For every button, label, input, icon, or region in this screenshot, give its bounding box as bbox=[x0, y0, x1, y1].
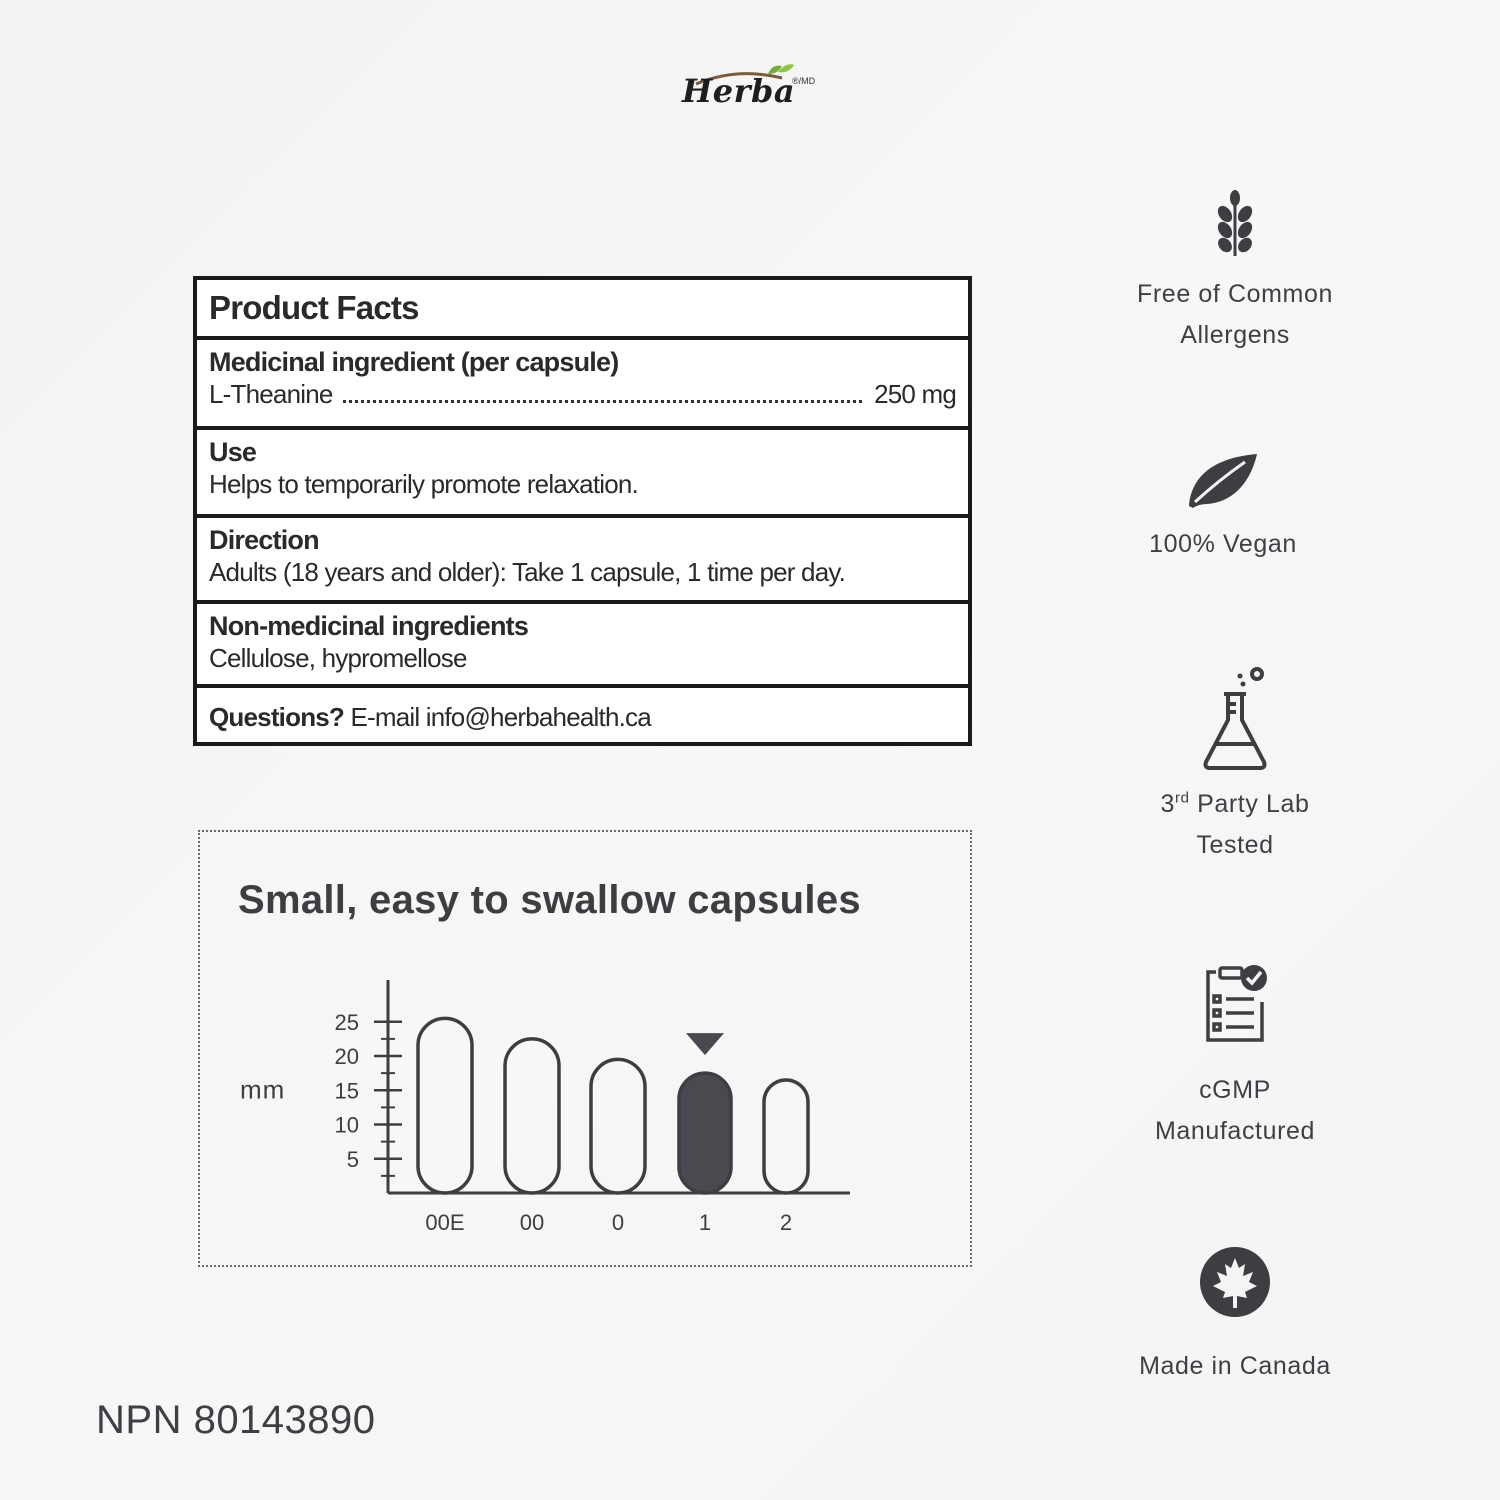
ordinal-number: 3 bbox=[1160, 790, 1175, 818]
label-text: Party Lab bbox=[1189, 790, 1310, 818]
feature-label-line bbox=[1085, 784, 1385, 825]
questions-label: Questions? bbox=[209, 702, 345, 732]
medicinal-ingredient-section bbox=[197, 340, 968, 430]
feature-label-line: Manufactured bbox=[1154, 1117, 1316, 1145]
feature-label-line: Tested bbox=[1196, 831, 1274, 859]
medicinal-heading: Medicinal ingredient (per capsule) bbox=[209, 347, 619, 377]
brand-name: Herba bbox=[682, 72, 796, 110]
non-medicinal-section bbox=[197, 604, 968, 688]
capsule-chart-title: Small, easy to swallow capsules bbox=[238, 878, 861, 922]
feature-label bbox=[1085, 1070, 1385, 1152]
capsule-bar bbox=[764, 1080, 808, 1193]
feature-made-in-canada bbox=[1085, 1246, 1385, 1387]
ingredient-name: L-Theanine bbox=[209, 379, 333, 409]
feature-cgmp bbox=[1085, 962, 1385, 1152]
feature-lab-tested bbox=[1085, 664, 1385, 866]
ordinal-suffix: rd bbox=[1175, 789, 1190, 807]
questions-line bbox=[209, 702, 956, 733]
y-axis-unit-label: mm bbox=[240, 1074, 286, 1105]
ingredient-line bbox=[209, 378, 956, 410]
feature-vegan bbox=[1073, 450, 1373, 565]
ingredient-amount: 250 mg bbox=[874, 379, 956, 409]
capsule-bar bbox=[679, 1073, 731, 1193]
feature-label-line: cGMP bbox=[1199, 1076, 1271, 1104]
capsule-size-panel bbox=[198, 830, 972, 1267]
direction-section bbox=[197, 518, 968, 604]
x-category-label: 00E bbox=[425, 1210, 465, 1235]
npn-number: NPN 80143890 bbox=[96, 1398, 376, 1442]
flask-icon bbox=[1200, 664, 1270, 774]
x-category-label: 2 bbox=[779, 1210, 793, 1235]
feature-label bbox=[1085, 1346, 1385, 1387]
questions-email: E-mail info@herbahealth.ca bbox=[350, 702, 651, 732]
highlight-arrow-icon bbox=[686, 1033, 724, 1055]
non-medicinal-text: Cellulose, hypromellose bbox=[209, 643, 467, 673]
leader-dots bbox=[343, 400, 863, 403]
x-category-label: 00 bbox=[519, 1210, 545, 1235]
non-medicinal-heading: Non-medicinal ingredients bbox=[209, 611, 529, 641]
y-tick-label: 20 bbox=[334, 1044, 359, 1069]
y-tick-label: 5 bbox=[346, 1146, 359, 1172]
use-heading: Use bbox=[209, 437, 257, 467]
checklist-icon bbox=[1200, 962, 1270, 1046]
feature-label-line: Made in Canada bbox=[1139, 1352, 1331, 1380]
direction-heading: Direction bbox=[209, 525, 319, 555]
y-tick-label: 25 bbox=[334, 1009, 359, 1035]
trademark-mark: ®/MD bbox=[792, 76, 816, 86]
y-tick-label: 10 bbox=[334, 1112, 359, 1138]
wheat-icon bbox=[1205, 190, 1265, 260]
feature-label bbox=[1085, 784, 1385, 866]
leaf-icon bbox=[1185, 450, 1261, 510]
x-category-label: 0 bbox=[611, 1210, 625, 1235]
feature-label-line: Free of Common bbox=[1137, 280, 1333, 308]
questions-section bbox=[197, 688, 968, 742]
capsule-bar bbox=[418, 1018, 472, 1193]
use-section bbox=[197, 430, 968, 518]
feature-label bbox=[1073, 524, 1373, 565]
y-tick-label: 15 bbox=[334, 1078, 359, 1104]
feature-label-line: 100% Vegan bbox=[1149, 530, 1297, 558]
facts-title: Product Facts bbox=[197, 280, 968, 340]
x-category-label: 1 bbox=[698, 1210, 712, 1235]
maple-leaf-icon bbox=[1199, 1246, 1271, 1318]
feature-label bbox=[1085, 274, 1385, 356]
feature-label-line: Allergens bbox=[1180, 321, 1290, 349]
feature-allergen-free bbox=[1085, 190, 1385, 356]
capsule-bar bbox=[505, 1039, 559, 1193]
capsule-size-chart bbox=[200, 832, 974, 1269]
use-text: Helps to temporarily promote relaxation. bbox=[209, 469, 638, 499]
brand-logo bbox=[682, 62, 822, 112]
capsule-bar bbox=[591, 1059, 645, 1193]
product-facts-panel bbox=[193, 276, 972, 746]
direction-text: Adults (18 years and older): Take 1 capsule, 1 time per day. bbox=[209, 557, 846, 587]
